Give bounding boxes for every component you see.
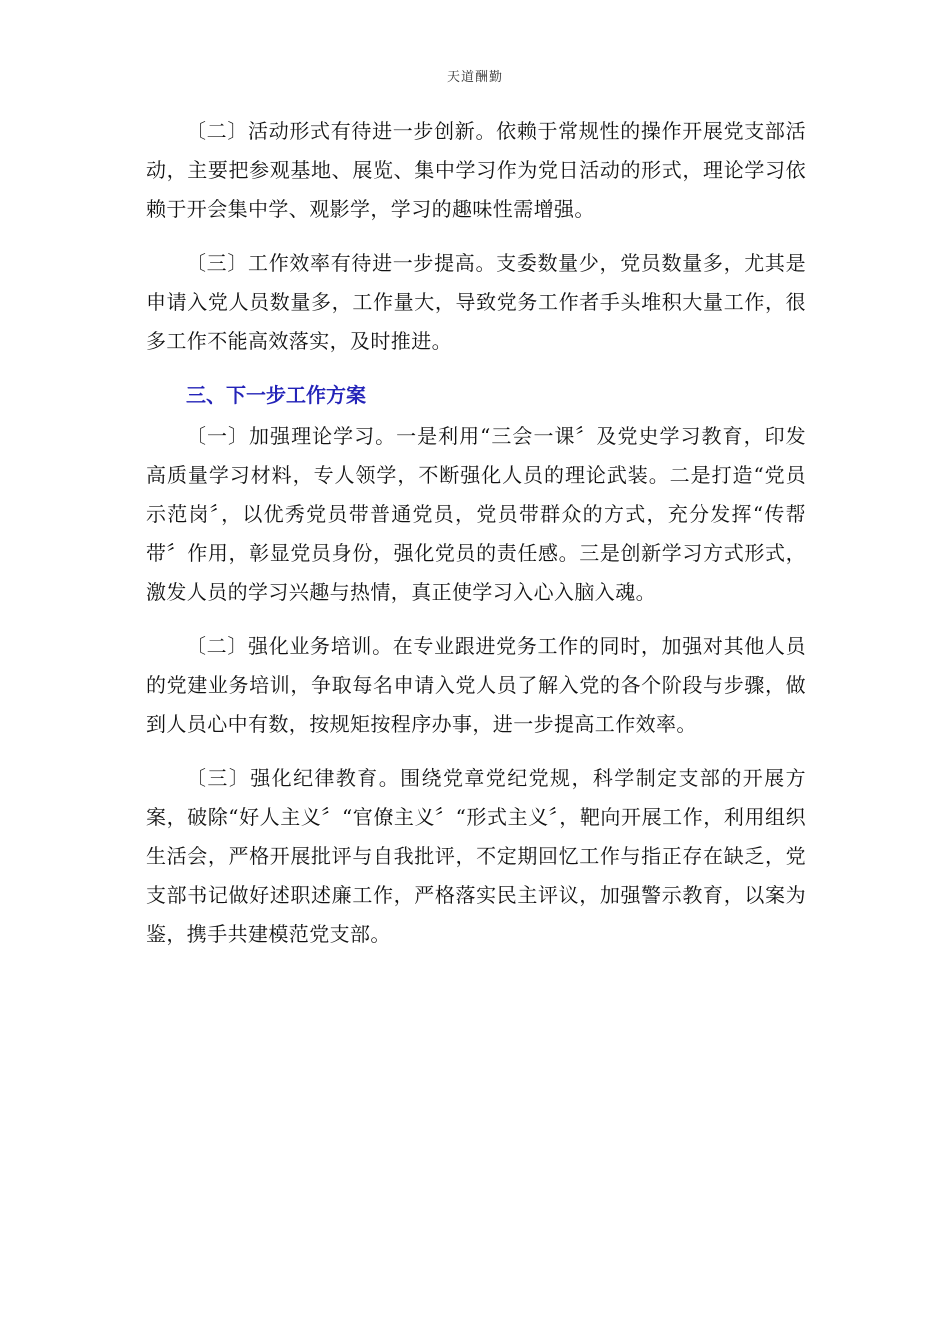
- page-header: 天道酬勤: [446, 70, 503, 85]
- document-body: [146, 112, 806, 969]
- section-heading-next-steps: 三、下一步工作方案: [186, 383, 366, 407]
- paragraph-business-training: 〔二〕强化业务培训。在专业跟进党务工作的同时，加强对其他人员的党建业务培训，争取每名申请入党人员了解入党的各个阶段与步骤，做到人员心中有数，按规矩按程序办事，进一步提高工作效率。: [146, 634, 806, 736]
- paragraph-work-efficiency: 〔三〕工作效率有待进一步提高。支委数量少，党员数量多，尤其是申请入党人员数量多，工作量大，导致党务工作者手头堆积大量工作，很多工作不能高效落实，及时推进。: [146, 251, 806, 353]
- paragraph-activity-form: 〔二〕活动形式有待进一步创新。依赖于常规性的操作开展党支部活动，主要把参观基地、展览、集中学习作为党日活动的形式，理论学习依赖于开会集中学、观影学，学习的趣味性需增强。: [146, 119, 806, 221]
- paragraph-theory-study: 〔一〕加强理论学习。一是利用“三会一课〞及党史学习教育，印发高质量学习材料，专人领学，不断强化人员的理论武装。二是打造“党员示范岗〞，以优秀党员带普通党员，党员带群众的方式，充分发挥“传帮带〞作用，彰显党员身份，强化党员的责任感。三是创新学习方式形式，激发人员的学习兴趣与热情，真正使学习入心入脑入魂。: [146, 424, 806, 604]
- paragraph-discipline-education: 〔三〕强化纪律教育。围绕党章党纪党规，科学制定支部的开展方案，破除“好人主义〞“官僚主义〞“形式主义〞，靶向开展工作，利用组织生活会，严格开展批评与自我批评，不定期回忆工作与指正存在缺乏，党支部书记做好述职述廉工作，严格落实民主评议，加强警示教育，以案为鉴，携手共建模范党支部。: [146, 766, 806, 946]
